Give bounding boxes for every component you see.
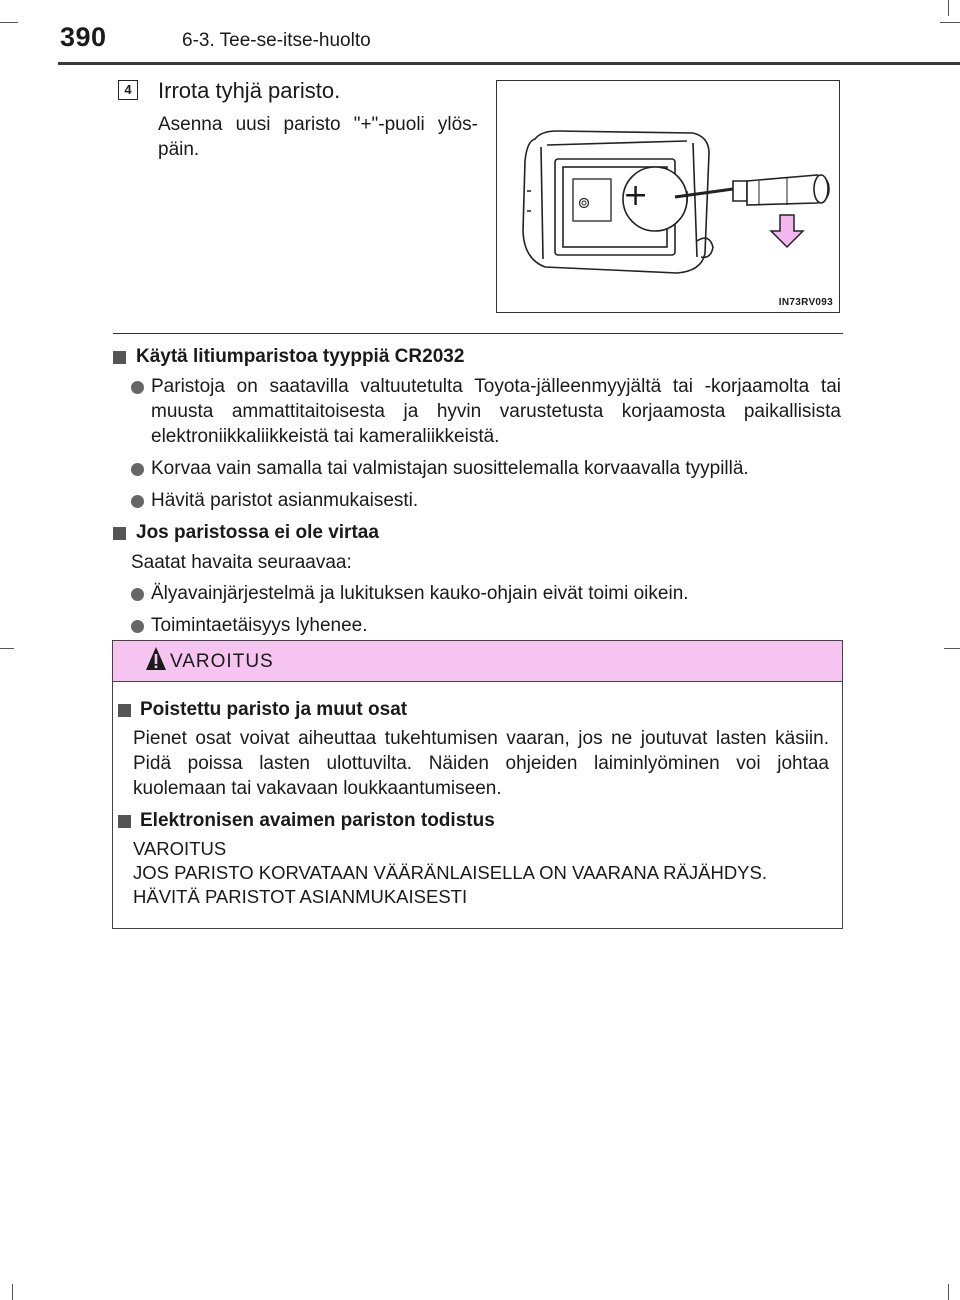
round-bullet-icon <box>131 588 144 601</box>
crop-mark <box>12 1284 13 1300</box>
round-bullet-icon <box>131 381 144 394</box>
warning-header <box>113 641 842 682</box>
square-bullet-icon <box>113 351 126 364</box>
warning-body <box>113 697 829 909</box>
battery-removal-figure <box>496 80 840 313</box>
list-item: Paristoja on saatavilla valtuutetulta Toyota-jälleenmyyjältä tai -korjaamolta tai muusta ammattitaitoisesta ja hyvin varustetusta korjaamosta paikallisista elektroniikkaliikkeistä tai kameraliikkeistä. <box>113 374 841 449</box>
certificate-line: JOS PARISTO KORVATAAN VÄÄRÄNLAISELLA ON VAARANA RÄJÄHDYS. <box>133 862 767 883</box>
page-header <box>0 0 960 64</box>
round-bullet-icon <box>131 495 144 508</box>
square-bullet-icon <box>113 527 126 540</box>
list-item: Korvaa vain samalla tai valmistajan suosittelemalla korvaavalla tyypillä. <box>113 456 841 481</box>
step-title: Irrota tyhjä paristo. <box>158 78 341 103</box>
step-number-badge: 4 <box>118 80 138 100</box>
plus-symbol: + <box>623 178 649 213</box>
list-item: Älyavainjärjestelmä ja lukituksen kauko-ohjain eivät toimi oikein. <box>113 581 841 606</box>
warning-text: Pienet osat voivat aiheuttaa tukehtumisen vaaran, jos ne joutuvat lasten käsiin. Pidä poissa lasten ulottuvilta. Näiden ohjeiden laiminlyöminen voi johtaa kuolemaan tai vakavaan loukkaantumiseen. <box>133 728 829 799</box>
note-heading-battery-type: Käytä litiumparistoa tyyppiä CR2032 <box>113 344 841 369</box>
warning-title: VAROITUS <box>170 651 274 672</box>
square-bullet-icon <box>118 704 131 717</box>
square-bullet-icon <box>118 815 131 828</box>
notes-section <box>113 344 841 645</box>
screwdriver-icon <box>675 175 829 205</box>
warning-heading-battery-certificate: Elektronisen avaimen pariston todistus <box>115 808 829 833</box>
list-item: Hävitä paristot asianmukaisesti. <box>113 488 841 513</box>
key-remote-illustration <box>497 81 839 312</box>
warning-heading-removed-battery: Poistettu paristo ja muut osat <box>115 697 829 722</box>
note-intro: Saatat havaita seuraavaa: <box>131 552 352 573</box>
certificate-line: HÄVITÄ PARISTOT ASIANMUKAISESTI <box>133 886 468 907</box>
header-rule <box>58 62 960 65</box>
crop-mark <box>0 648 14 649</box>
figure-code: IN73RV093 <box>778 297 833 308</box>
warning-box <box>112 640 843 929</box>
round-bullet-icon <box>131 620 144 633</box>
page-number: 390 <box>60 22 107 52</box>
warning-triangle-icon <box>145 646 167 672</box>
section-divider <box>113 333 843 334</box>
crop-mark <box>944 648 960 649</box>
section-title: 6-3. Tee-se-itse-huolto <box>182 30 371 51</box>
note-heading-battery-depleted: Jos paristossa ei ole virtaa <box>113 520 841 545</box>
down-arrow-icon <box>771 215 803 247</box>
certificate-line: VAROITUS <box>133 838 227 859</box>
crop-mark <box>948 1284 949 1300</box>
round-bullet-icon <box>131 463 144 476</box>
step-description: Asenna uusi paristo "+"-puoli ylös-päin. <box>158 114 478 160</box>
list-item: Toimintaetäisyys lyhenee. <box>113 613 841 638</box>
